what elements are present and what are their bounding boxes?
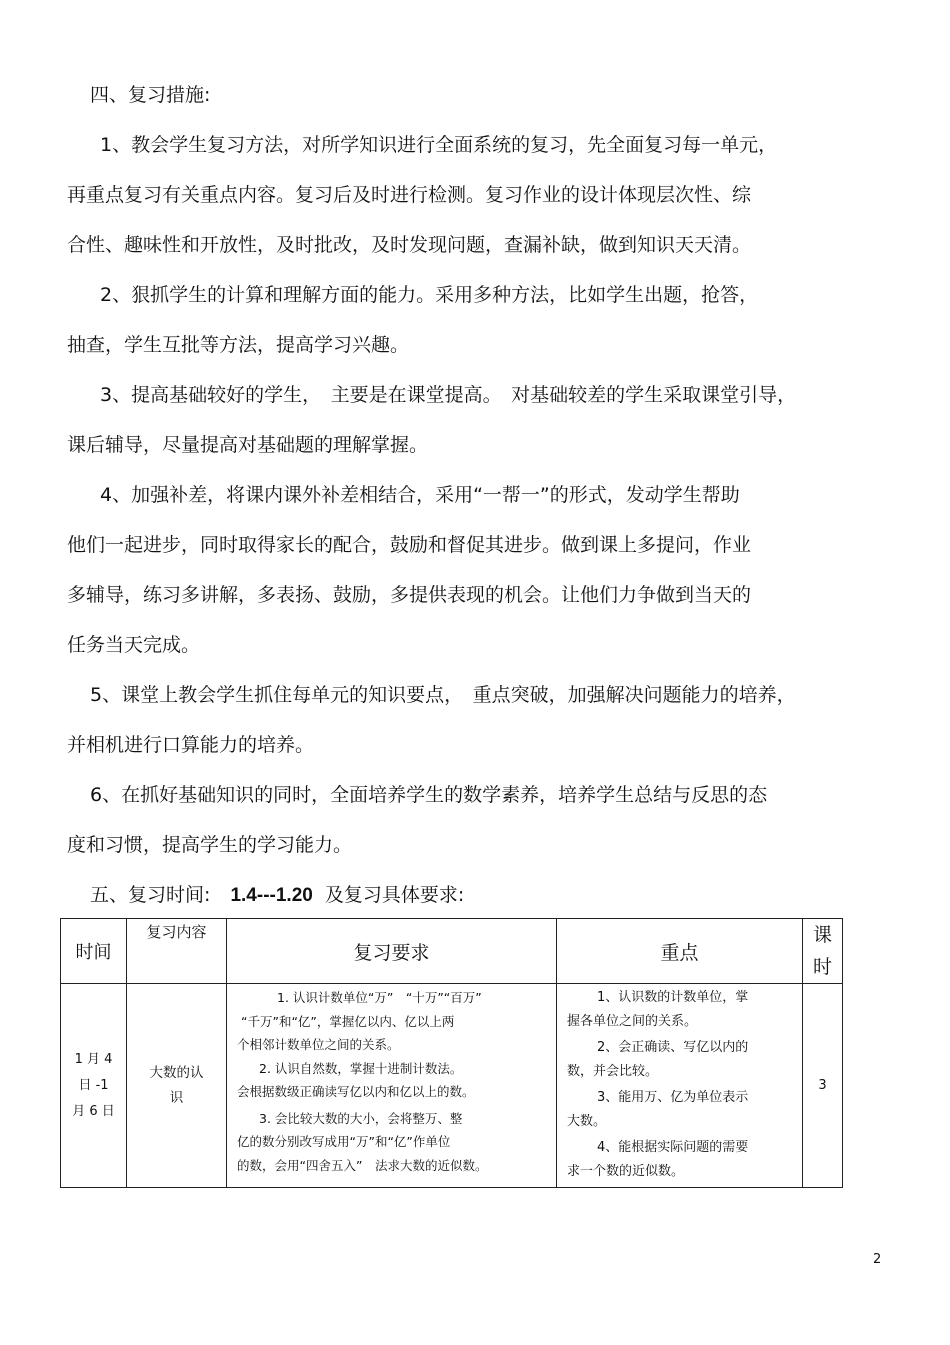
paragraph-line: 6、在抓好基础知识的同时，全面培养学生的数学素养，培养学生总结与反思的态 [90,784,768,806]
table-row [61,984,843,1188]
header-hours-line: 课 [812,924,832,946]
key-point-line: 大数。 [567,1113,607,1129]
header-key-points: 重点 [557,919,803,984]
paragraph-line: 度和习惯，提高学生的学习能力。 [67,834,353,856]
cell-hours: 3 [803,984,843,1188]
section5-heading-suffix: 及复习具体要求: [324,884,465,906]
requirement-line: “千万”和“亿”，掌握亿以内、亿以上两 [241,1013,455,1029]
header-hours-line: 时 [812,956,832,978]
cell-key-points [557,984,803,1188]
review-schedule-table [60,918,843,1188]
section4-heading: 四、复习措施: [90,84,211,106]
key-point-line: 求一个数的近似数。 [567,1163,685,1179]
paragraph-line: 他们一起进步，同时取得家长的配合，鼓励和督促其进步。做到课上多提问，作业 [67,534,752,556]
requirement-line: 2. 认识自然数，掌握十进制计数法。 [259,1060,463,1076]
requirement-line: 会根据数级正确读写亿以内和亿以上的数。 [237,1084,475,1099]
paragraph-line: 4、加强补差，将课内课外补差相结合，采用“一帮一”的形式，发动学生帮助 [100,484,740,506]
paragraph-line: 并相机进行口算能力的培养。 [67,734,315,756]
key-point-line: 4、能根据实际问题的需要 [597,1140,749,1155]
topic-line: 识 [169,1089,184,1106]
key-point-line: 2、会正确读、写亿以内的 [597,1040,749,1055]
header-requirements: 复习要求 [227,919,557,984]
paragraph-line: 1、教会学生复习方法，对所学知识进行全面系统的复习，先全面复习每一单元， [100,134,778,156]
paragraph-line: 2、狠抓学生的计算和理解方面的能力。采用多种方法，比如学生出题，抢答， [100,284,759,306]
cell-topic [127,984,227,1188]
requirement-line: 个相邻计数单位之间的关系。 [237,1037,400,1052]
section5-heading-prefix: 五、复习时间: [90,884,211,906]
requirement-line: 1. 认识计数单位“万” “十万”“百万” [277,990,482,1005]
paragraph-line: 再重点复习有关重点内容。复习后及时进行检测。复习作业的设计体现层次性、综 [67,184,752,206]
cell-time [61,984,127,1188]
section5-heading [90,883,464,908]
paragraph-line: 3、提高基础较好的学生， 主要是在课堂提高。 对基础较差的学生采取课堂引导， [100,384,797,406]
key-point-line: 数，并会比较。 [567,1063,659,1079]
paragraph-line: 任务当天完成。 [67,634,201,656]
topic-line: 大数的认 [149,1064,204,1081]
header-hours [803,919,843,984]
paragraph-line: 多辅导，练习多讲解，多表扬、鼓励，多提供表现的机会。让他们力争做到当天的 [67,584,752,606]
paragraph-line: 合性、趣味性和开放性，及时批改，及时发现问题，查漏补缺，做到知识天天清。 [67,234,752,256]
requirement-line: 亿的数分别改写成用“万”和“亿”作单位 [237,1134,451,1149]
key-point-line: 3、能用万、亿为单位表示 [597,1090,749,1105]
time-line: 1 月 4 [74,1051,113,1067]
requirement-line: 的数，会用“四舍五入” 法求大数的近似数。 [237,1157,488,1173]
time-line: 日 -1 [78,1077,109,1093]
time-line: 月 6 日 [72,1103,115,1119]
paragraph-line: 抽查，学生互批等方法，提高学习兴趣。 [67,334,410,356]
cell-requirements [227,984,557,1188]
header-content: 复习内容 [127,919,227,984]
review-dates: 1.4---1.20 [230,885,313,906]
table-header-row [61,919,843,984]
header-time: 时间 [61,919,127,984]
key-point-line: 握各单位之间的关系。 [567,1013,698,1029]
paragraph-line: 5、课堂上教会学生抓住每单元的知识要点， 重点突破，加强解决问题能力的培养， [90,684,796,706]
paragraph-line: 课后辅导，尽量提高对基础题的理解掌握。 [67,434,429,456]
key-point-line: 1、认识数的计数单位，掌 [597,990,749,1005]
requirement-line: 3. 会比较大数的大小，会将整万、整 [259,1110,463,1126]
page-number: 2 [873,1252,882,1267]
